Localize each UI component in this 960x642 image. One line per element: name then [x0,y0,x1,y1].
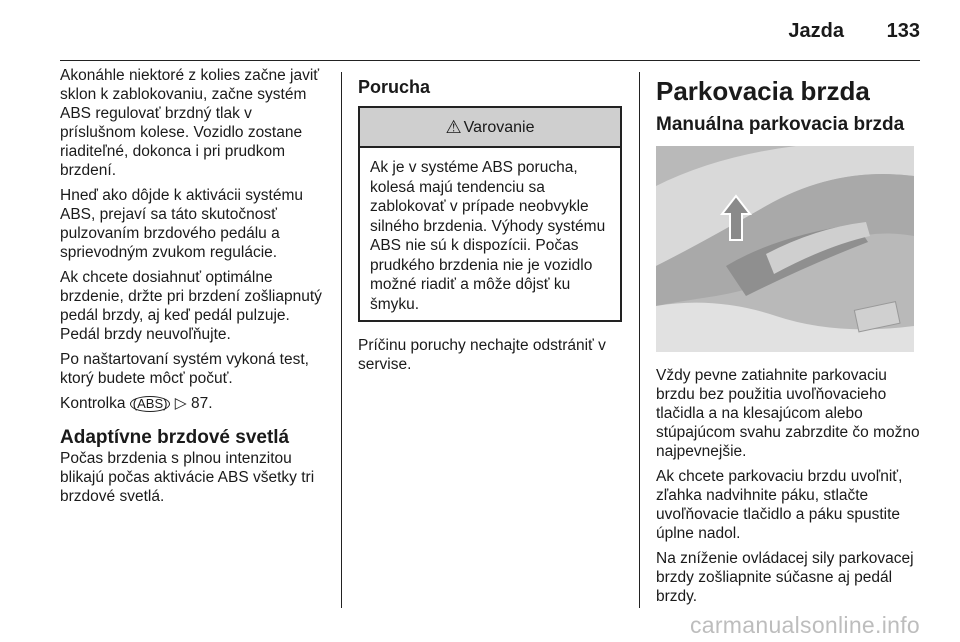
control-reference [60,394,332,413]
adaptive-brake-lights-heading: Adaptívne brzdové svetlá [60,427,290,448]
paragraph: Akonáhle niektoré z kolies začne javiť sklon k zablokovaniu, začne systém ABS regulovať brzdný tlak v príslušnom kolese. Vozidlo zostane riaditeľné, dokonca i pri prudkom brzdení. [60,67,320,179]
paragraph: Na zníženie ovládacej sily parkovacej brzdy zošliapnite súčasne aj pedál brzdy. [656,550,914,605]
column-left [60,66,332,512]
paragraph: Po naštartovaní systém vykoná test, ktorý budete môcť počuť. [60,351,309,387]
paragraph: Počas brzdenia s plnou intenzitou blikajú počas aktivácie ABS všetky tri brzdové svetlá. [60,450,315,505]
warning-title: Varovanie [463,118,535,136]
control-page-ref: 87. [191,395,213,412]
column-divider [639,72,640,608]
column-divider [341,72,342,608]
paragraph: Vždy pevne zatiahnite parkovaciu brzdu bez použitia uvoľňovacieho tlačidla a na klesajúcom alebo stúpajúcom svahu zabrzdite čo možno najpevnejšie. [656,367,920,460]
paragraph: Ak chcete dosiahnuť optimálne brzdenie, držte pri brzdení zošliapnutý pedál brzdy, aj keď pedál pulzuje. Pedál brzdy neuvoľňujte. [60,269,322,343]
column-right [656,66,922,612]
parking-brake-illustration [656,146,914,352]
warning-header [360,108,620,148]
page-ref-icon: ▷ [174,395,187,412]
warning-triangle-icon: ⚠ [445,116,462,137]
paragraph: Hneď ako dôjde k aktivácii systému ABS, prejaví sa táto skutočnosť pulzovaním brzdového pedálu a sprievodným zvukom regulácie. [60,187,303,261]
header-rule [60,60,920,61]
page-header [0,0,960,62]
parking-brake-heading: Parkovacia brzda [656,76,870,106]
column-middle [358,66,624,380]
manual-parking-brake-heading: Manuálna parkovacia brzda [656,114,905,135]
page-number: 133 [886,20,920,42]
watermark: carmanualsonline.info [689,612,920,638]
control-label: Kontrolka [60,395,126,412]
handbrake-lever-image [656,146,914,352]
abs-warning-icon: (ABS) [130,396,171,412]
fault-heading: Porucha [358,77,431,97]
warning-box [358,106,622,322]
warning-text: Ak je v systéme ABS porucha, kolesá majú tendenciu sa zablokovať v prípade neobvykle silného brzdenia. Výhody systému ABS nie sú k dispozícii. Počas prudkého brzdenia nie je vozidlo možné riadiť a môže dôjsť ku šmyku. [370,159,606,313]
section-title: Jazda [788,20,844,42]
paragraph: Ak chcete parkovaciu brzdu uvoľniť, zľahka nadvihnite páku, stlačte uvoľňovacie tlačidlo a páku spustite úplne nadol. [656,468,903,542]
paragraph: Príčinu poruchy nechajte odstrániť v servise. [358,337,606,373]
